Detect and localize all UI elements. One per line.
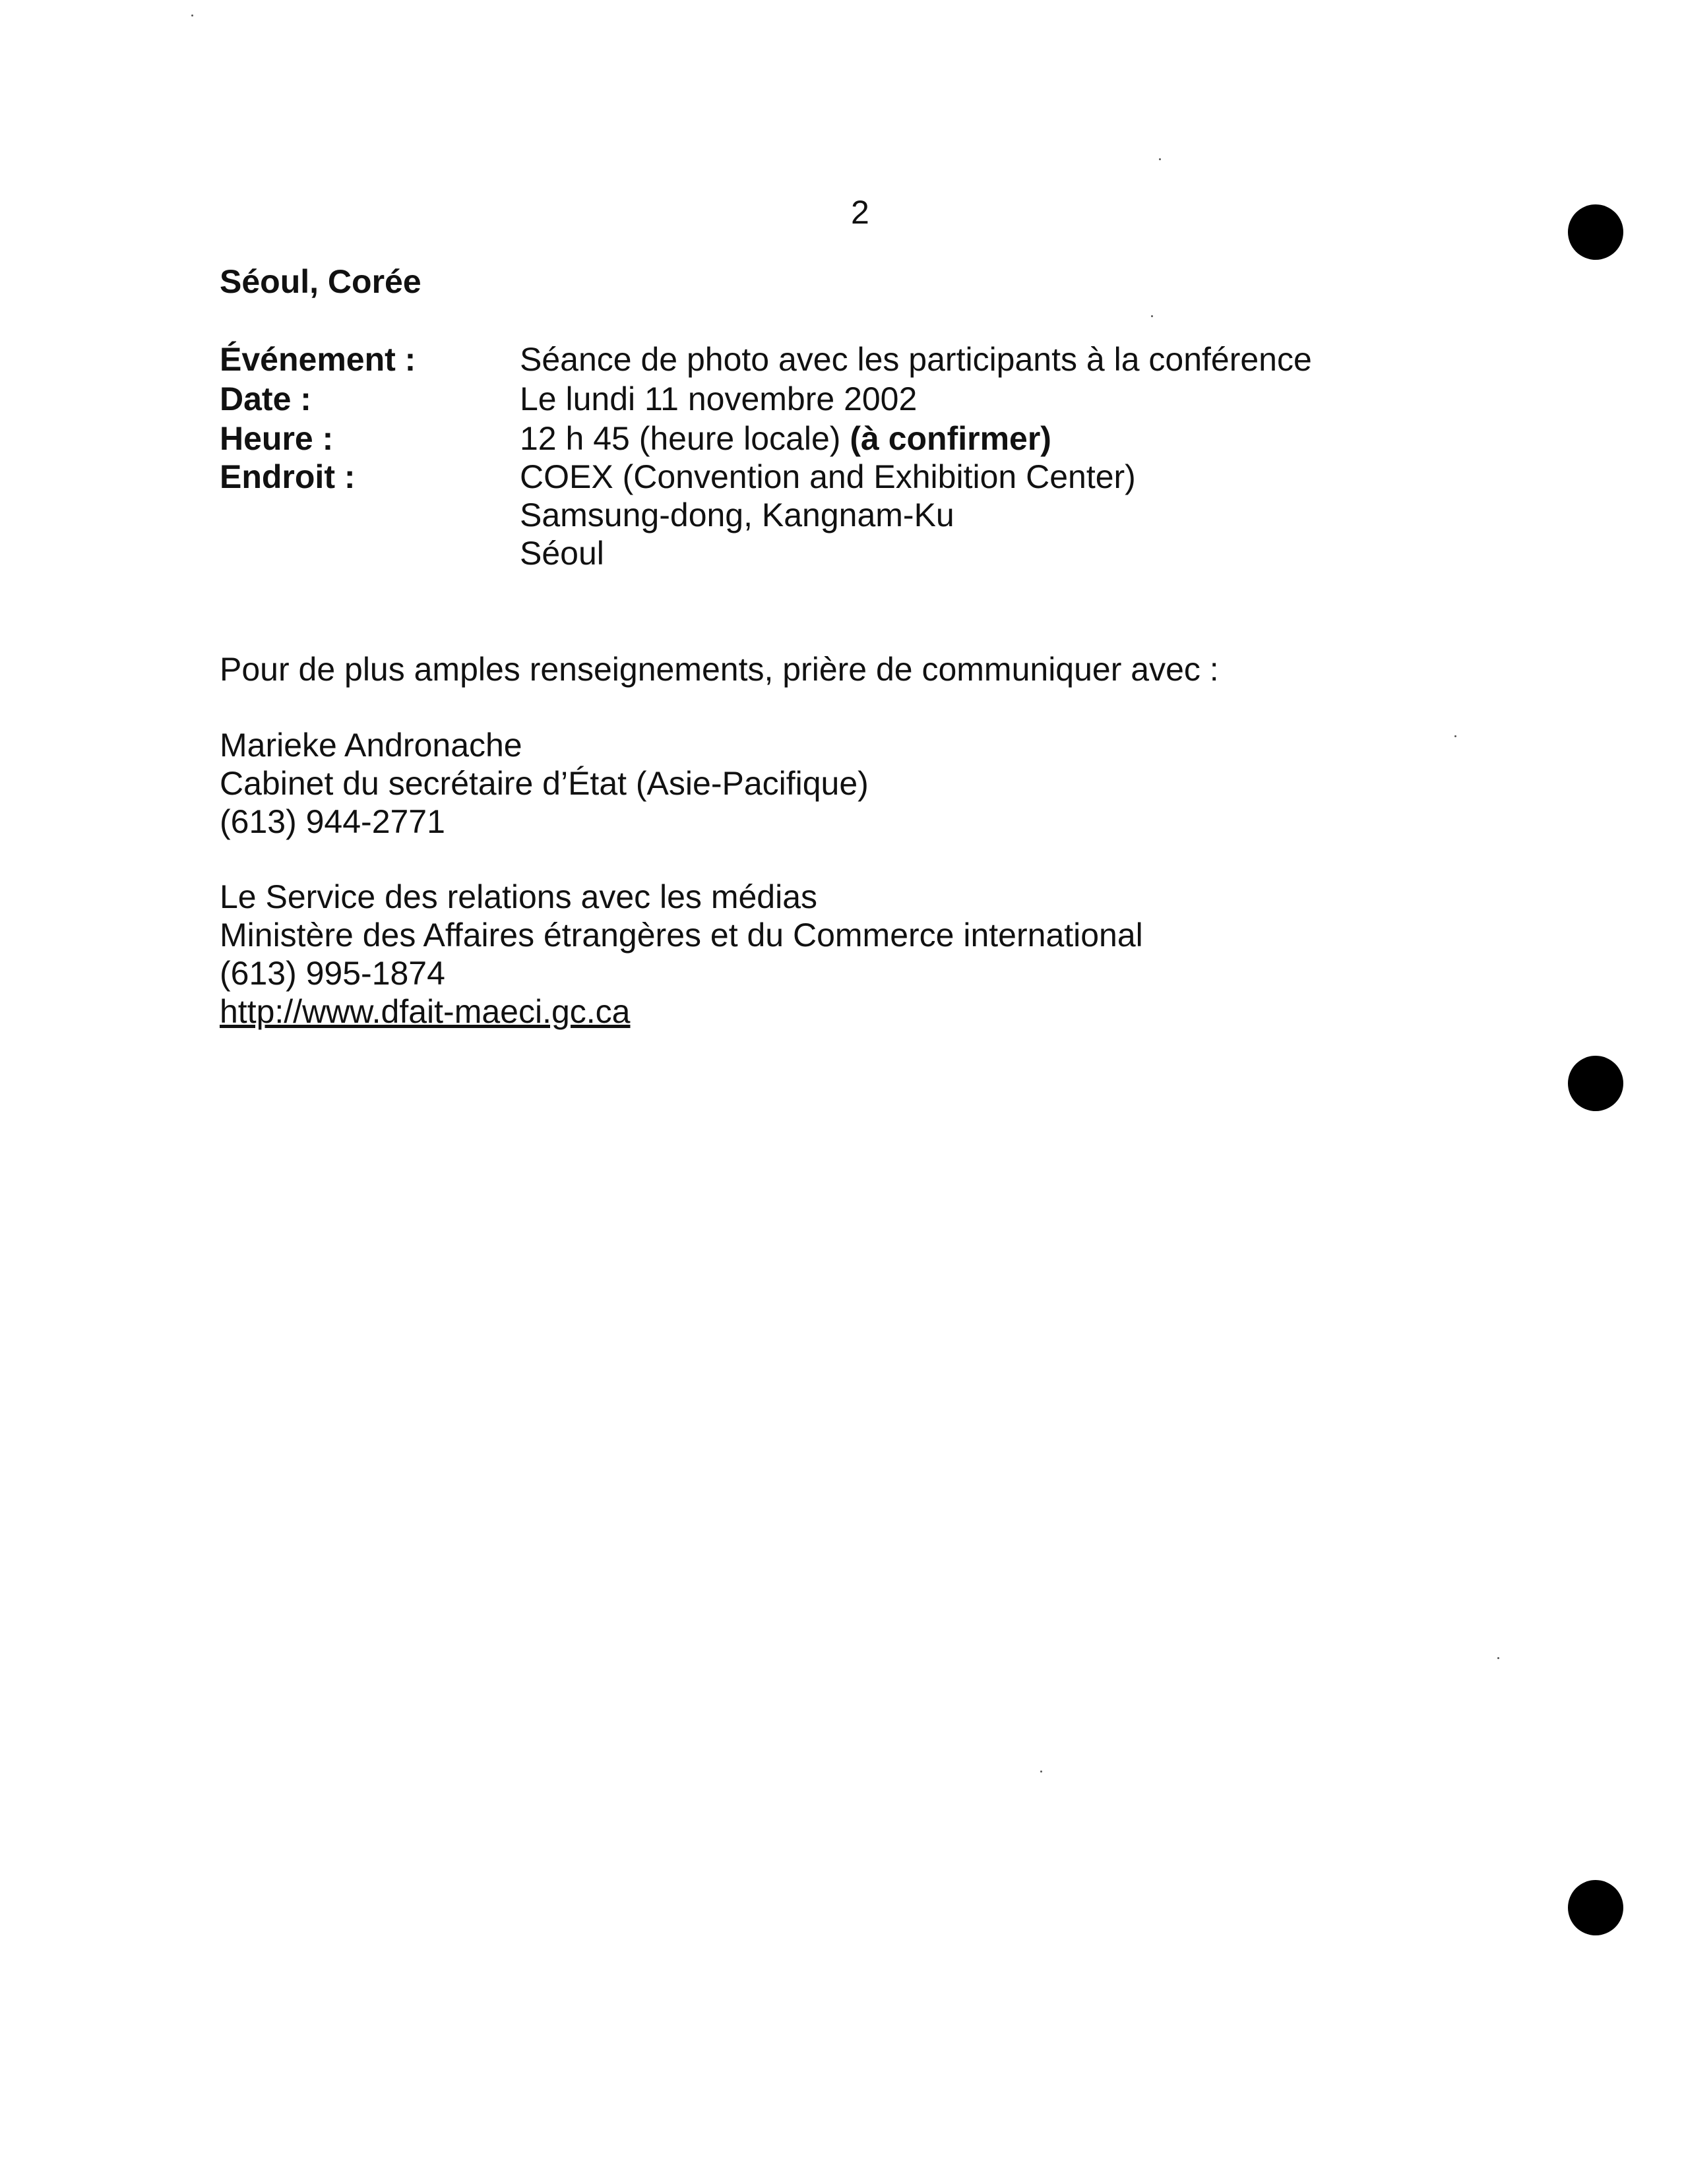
location-value: COEX (Convention and Exhibition Center) xyxy=(520,458,1136,495)
location-heading: Séoul, Corée xyxy=(220,263,421,300)
contact2-phone: (613) 995-1874 xyxy=(220,955,445,992)
event-value: Séance de photo avec les participants à la conférence xyxy=(520,341,1312,378)
time-value xyxy=(520,419,1051,458)
scan-speck xyxy=(1151,315,1153,317)
time-value-text: 12 h 45 (heure locale) xyxy=(520,420,841,457)
location-label: Endroit : xyxy=(220,458,356,495)
scan-speck xyxy=(1454,735,1456,737)
punch-hole-bottom xyxy=(1568,1880,1623,1935)
contact1-phone: (613) 944-2771 xyxy=(220,803,445,840)
date-value: Le lundi 11 novembre 2002 xyxy=(520,380,918,417)
contact2-office: Ministère des Affaires étrangères et du Commerce international xyxy=(220,917,1143,954)
address-line-2: Séoul xyxy=(520,535,604,572)
event-label: Événement : xyxy=(220,341,416,378)
website-link[interactable]: http://www.dfait-maeci.gc.ca xyxy=(220,993,631,1030)
scan-speck xyxy=(1159,158,1161,160)
contact1-name: Marieke Andronache xyxy=(220,727,522,764)
info-intro: Pour de plus amples renseignements, prière de communiquer avec : xyxy=(220,651,1219,688)
date-label: Date : xyxy=(220,380,311,417)
punch-hole-middle xyxy=(1568,1056,1623,1111)
scan-speck xyxy=(1497,1657,1499,1659)
page-number: 2 xyxy=(851,194,869,231)
time-confirm-note: (à confirmer) xyxy=(850,420,1051,457)
punch-hole-top xyxy=(1568,204,1623,260)
time-label: Heure : xyxy=(220,420,334,457)
scan-speck xyxy=(1040,1771,1042,1773)
contact2-name: Le Service des relations avec les médias xyxy=(220,878,818,915)
scan-speck xyxy=(191,15,193,16)
address-line-1: Samsung-dong, Kangnam-Ku xyxy=(520,497,954,533)
contact1-office: Cabinet du secrétaire d’État (Asie-Pacifique) xyxy=(220,765,869,802)
